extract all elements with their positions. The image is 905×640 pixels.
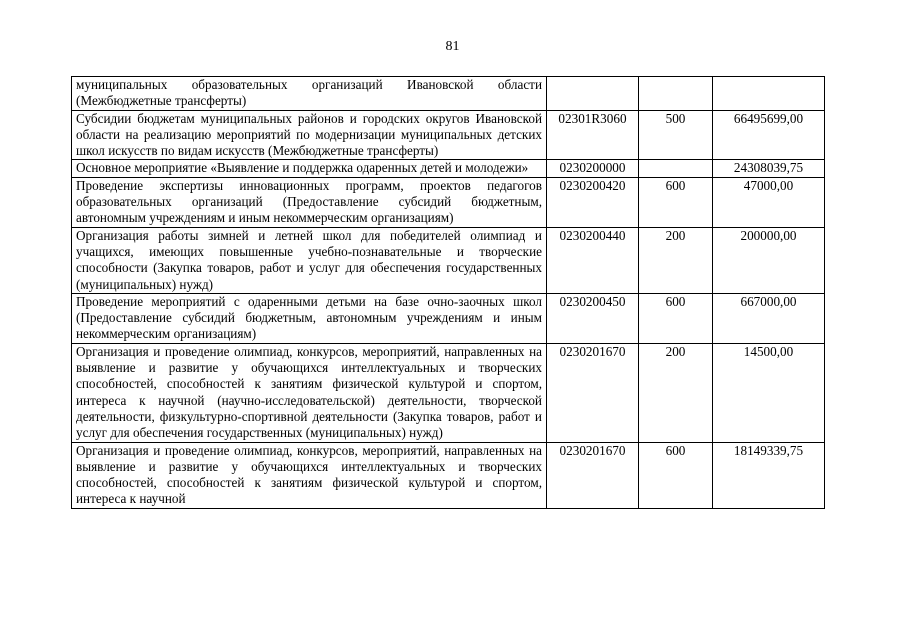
row-amount: 14500,00 [713,343,825,442]
row-target-code: 0230201670 [547,442,639,508]
row-amount: 18149339,75 [713,442,825,508]
table-row [72,442,825,508]
table-row [72,177,825,227]
row-target-code: 0230200450 [547,293,639,343]
row-expense-type: 200 [639,343,713,442]
row-description: Организация и проведение олимпиад, конкурсов, мероприятий, направленных на выявление и развитие у обучающихся интеллектуальных и творческих способностей, способностей к занятиям физической культурой и спортом, интереса к научной (научно-исследовательской) деятельности, творческой деятельности, физкультурно-спортивной деятельности (Закупка товаров, работ и услуг для обеспечения государственных (муниципальных) нужд) [72,343,547,442]
row-amount: 47000,00 [713,177,825,227]
row-description: Субсидии бюджетам муниципальных районов и городских округов Ивановской области на реализацию мероприятий по модернизации муниципальных детских школ искусств по видам искусств (Межбюджетные трансферты) [72,110,547,160]
row-expense-type: 200 [639,227,713,293]
row-amount: 66495699,00 [713,110,825,160]
row-amount: 200000,00 [713,227,825,293]
row-description: Проведение экспертизы инновационных программ, проектов педагогов образовательных организаций (Предоставление субсидий бюджетным, автономным учреждениям и иным некоммерческим организациям) [72,177,547,227]
row-amount: 667000,00 [713,293,825,343]
row-amount [713,77,825,111]
row-amount: 24308039,75 [713,160,825,177]
row-target-code: 0230200000 [547,160,639,177]
table-row [72,227,825,293]
row-expense-type: 600 [639,442,713,508]
row-expense-type: 600 [639,177,713,227]
table-row [72,293,825,343]
row-target-code [547,77,639,111]
row-description: муниципальных образовательных организаций Ивановской области (Межбюджетные трансферты) [72,77,547,111]
row-expense-type [639,160,713,177]
table-row [72,160,825,177]
table-row [72,77,825,111]
row-description: Проведение мероприятий с одаренными детьми на базе очно-заочных школ (Предоставление субсидий бюджетным, автономным учреждениям и иным некоммерческим организациям) [72,293,547,343]
row-target-code: 02301R3060 [547,110,639,160]
table-row [72,110,825,160]
row-expense-type [639,77,713,111]
row-expense-type: 500 [639,110,713,160]
table-row [72,343,825,442]
row-description: Основное мероприятие «Выявление и поддержка одаренных детей и молодежи» [72,160,547,177]
row-target-code: 0230201670 [547,343,639,442]
row-description: Организация и проведение олимпиад, конкурсов, мероприятий, направленных на выявление и развитие у обучающихся интеллектуальных и творческих способностей, способностей к занятиям физической культурой и спортом, интереса к научной [72,442,547,508]
row-description: Организация работы зимней и летней школ для победителей олимпиад и учащихся, имеющих повышенные учебно-познавательные и творческие способности (Закупка товаров, работ и услуг для обеспечения государственных (муниципальных) нужд) [72,227,547,293]
row-target-code: 0230200420 [547,177,639,227]
row-target-code: 0230200440 [547,227,639,293]
budget-table [71,76,825,509]
row-expense-type: 600 [639,293,713,343]
page-number: 81 [445,39,460,54]
